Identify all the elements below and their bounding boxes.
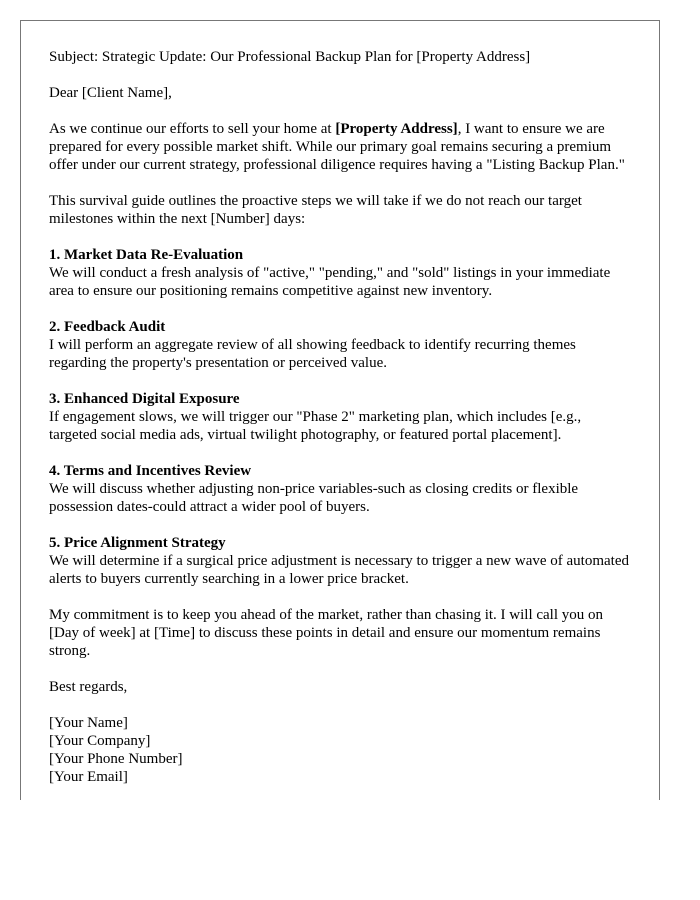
intro-paragraph: [49, 120, 631, 174]
section-body: We will conduct a fresh analysis of "active," "pending," and "sold" listings in your immediate area to ensure our positioning remains competitive against new inventory.: [49, 265, 611, 299]
section-body: If engagement slows, we will trigger our "Phase 2" marketing plan, which includes [e.g., targeted social media ads, virtual twilight photography, or featured portal placement].: [49, 409, 582, 443]
section-heading: 2. Feedback Audit: [49, 319, 166, 335]
subject-line: Subject: Strategic Update: Our Professional Backup Plan for [Property Address]: [49, 49, 531, 65]
commitment-paragraph: My commitment is to keep you ahead of the market, rather than chasing it. I will call you on [Day of week] at [Time] to discuss these points in detail and ensure our momentum remains strong.: [49, 607, 604, 659]
section-heading: 1. Market Data Re-Evaluation: [49, 247, 244, 263]
signature-block: [49, 714, 631, 786]
salutation: Dear [Client Name],: [49, 85, 172, 101]
section-digital-exposure: [49, 390, 631, 444]
section-body: We will determine if a surgical price adjustment is necessary to trigger a new wave of automated alerts to buyers currently searching in a lower price bracket.: [49, 553, 629, 587]
signature-company: [Your Company]: [49, 733, 151, 749]
section-body: I will perform an aggregate review of all showing feedback to identify recurring themes regarding the property's presentation or perceived value.: [49, 337, 576, 371]
section-body: We will discuss whether adjusting non-price variables-such as closing credits or flexible possession dates-could attract a wider pool of buyers.: [49, 481, 579, 515]
section-terms-incentives: [49, 462, 631, 516]
section-market-data: [49, 246, 631, 300]
signature-name: [Your Name]: [49, 715, 128, 731]
section-price-alignment: [49, 534, 631, 588]
section-heading: 4. Terms and Incentives Review: [49, 463, 252, 479]
section-heading: 3. Enhanced Digital Exposure: [49, 391, 240, 407]
signature-phone: [Your Phone Number]: [49, 751, 183, 767]
property-address-bold: [Property Address]: [335, 121, 458, 137]
intro-text-start: As we continue our efforts to sell your home at: [49, 121, 336, 137]
overview-paragraph: This survival guide outlines the proactive steps we will take if we do not reach our target milestones within the next [Number] days:: [49, 193, 582, 227]
closing-line: Best regards,: [49, 679, 128, 695]
section-heading: 5. Price Alignment Strategy: [49, 535, 226, 551]
letter-document: [20, 20, 660, 800]
section-feedback-audit: [49, 318, 631, 372]
signature-email: [Your Email]: [49, 769, 128, 785]
intro-text-end: , I want to ensure we are prepared for every possible market shift. While our primary goal remains securing a premium offer under our current strategy, professional diligence requires having a "Listing Backup Plan.": [49, 121, 625, 173]
